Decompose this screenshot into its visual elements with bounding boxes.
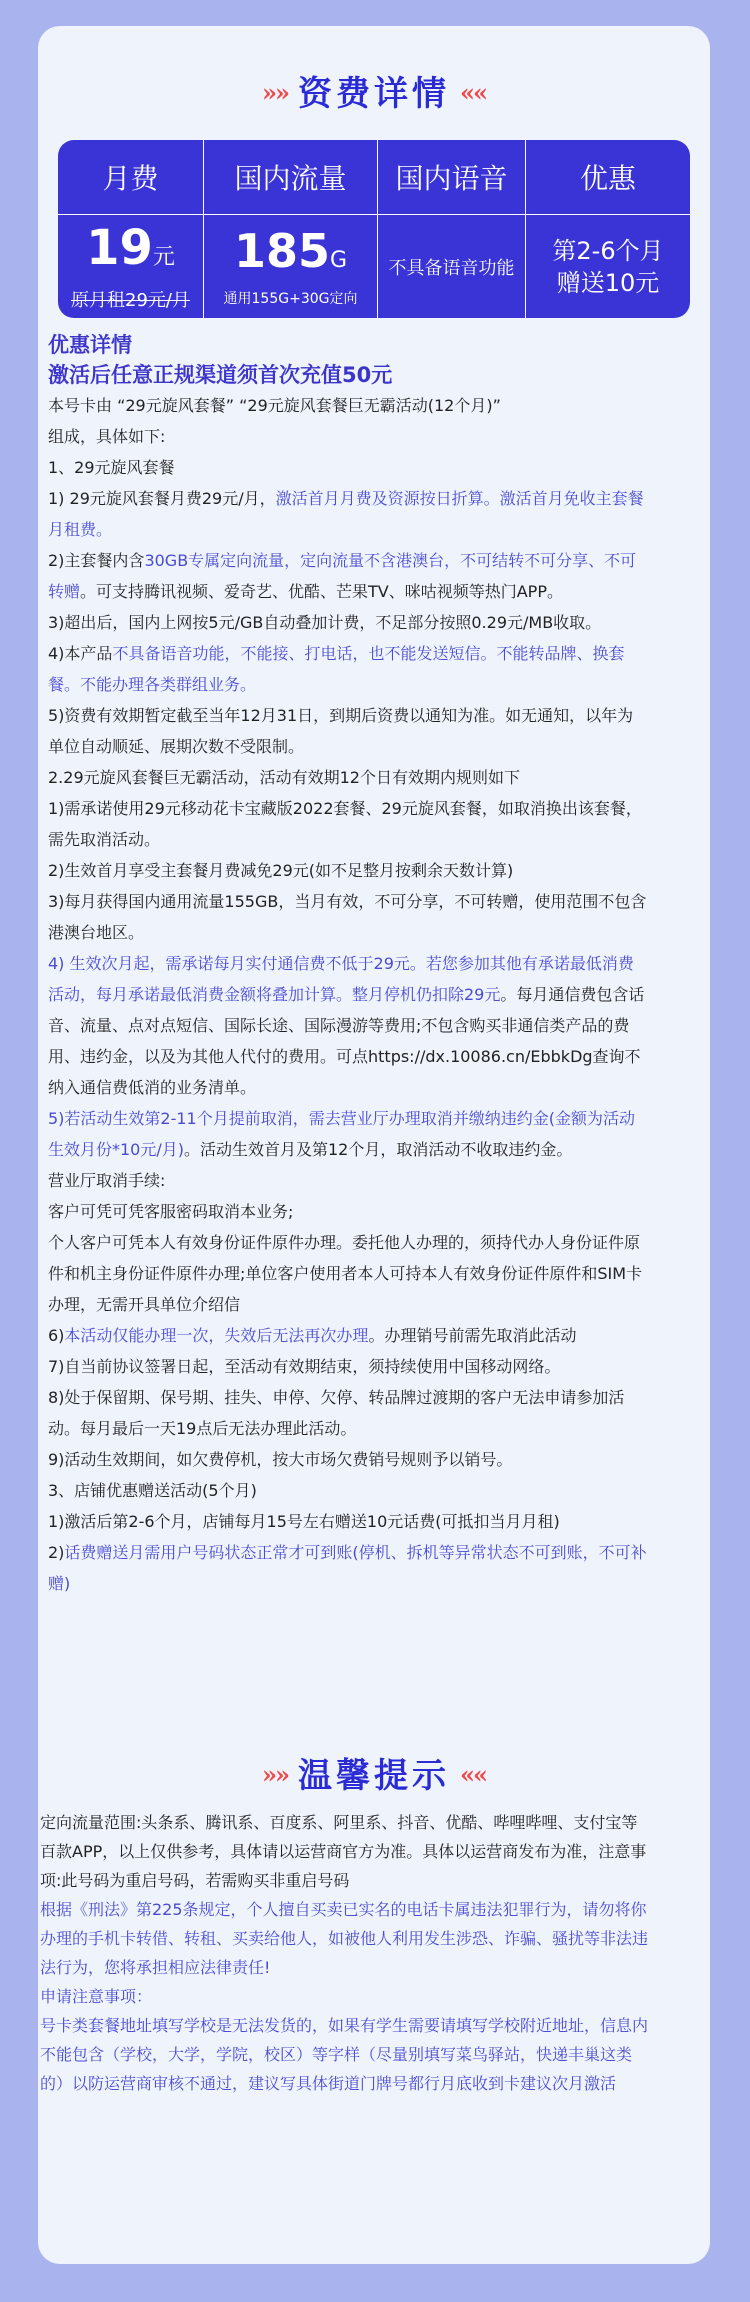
paragraph <box>48 421 648 452</box>
paragraph <box>48 1351 648 1382</box>
highlighted-text: 话费赠送月需用户号码状态正常才可到账(停机、拆机等异常状态不可到账，不可补赠) <box>48 1543 647 1593</box>
body-text: 9)活动生效期间，如欠费停机，按大市场欠费销号规则予以销号。 <box>48 1450 513 1469</box>
paragraph <box>40 1982 650 2011</box>
paragraph <box>40 1808 650 1895</box>
paragraph <box>48 638 648 700</box>
highlighted-text: 不具备语音功能，不能接、打电话，也不能发送短信。不能转品牌、换套餐。不能办理各类群组业务。 <box>48 644 625 694</box>
highlighted-text: 30GB专属定向流量，定向流量不含港澳台，不可结转不可分享、不可转赠 <box>48 551 637 601</box>
tariff-title: 资费详情 <box>298 74 450 114</box>
body-text: 3)超出后，国内上网按5元/GB自动叠加计费，不足部分按照0.29元/MB收取。 <box>48 613 602 632</box>
paragraph <box>48 1165 648 1196</box>
body-text: 8)处于保留期、保号期、挂失、申停、欠停、转品牌过渡期的客户无法申请参加活动。每月最后一天19点后无法办理此活动。 <box>48 1388 625 1438</box>
paragraph <box>48 793 648 855</box>
data-detail: 通用155G+30G定向 <box>223 291 358 307</box>
body-text: 。活动生效首月及第12个月，取消活动不收取违约金。 <box>184 1140 573 1159</box>
paragraph <box>48 1227 648 1320</box>
paragraph <box>48 1103 648 1165</box>
monthly-fee-amount: 19 <box>86 220 153 276</box>
body-text: 5)资费有效期暂定截至当年12月31日，到期后资费以通知为准。如无通知，以年为单位自动顺延、展期次数不受限制。 <box>48 706 634 756</box>
data-unit: G <box>329 248 348 273</box>
header-domestic-data: 国内流量 <box>204 140 378 214</box>
body-text: 本号卡由 “29元旋风套餐” “29元旋风套餐巨无霸活动(12个月)” <box>48 396 501 415</box>
paragraph <box>48 1196 648 1227</box>
body-text: 客户可凭可凭客服密码取消本业务; <box>48 1202 294 1221</box>
paragraph <box>40 2011 650 2098</box>
header-discount: 优惠 <box>579 162 636 195</box>
tips-item-list <box>40 1808 650 2098</box>
body-text: 7)自当前协议签署日起，至活动有效期结束，须持续使用中国移动网络。 <box>48 1357 561 1376</box>
body-text: 。每月通信费包含话音、流量、点对点短信、国际长途、国际漫游等费用;不包含购买非通信类产品的费用、违约金，以及为其他人代付的费用。可点https://dx.10086.cn/EbbkDg查询不纳入通信费低消的业务清单。 <box>48 985 645 1097</box>
body-text: 。可支持腾讯视频、爱奇艺、优酷、芒果TV、咪咕视频等热门APP。 <box>80 582 563 601</box>
paragraph <box>48 1537 648 1599</box>
body-text: 定向流量范围:头条系、腾讯系、百度系、阿里系、抖音、优酷、哔哩哔哩、支付宝等百款APP，以上仅供参考，具体请以运营商官方为准。具体以运营商发布为准，注意事项:此号码为重启号码，若需购买非重启号码 <box>40 1813 647 1890</box>
double-chevron-right-icon: »» <box>262 78 288 107</box>
paragraph <box>48 855 648 886</box>
highlighted-text: 5)若活动生效第2-11个月提前取消，需去营业厅办理取消并缴纳违约金(金额为活动生效月份*10元/月) <box>48 1109 635 1159</box>
highlighted-text: 申请注意事项： <box>40 1987 153 2006</box>
body-text: 2.29元旋风套餐巨无霸活动，活动有效期12个日有效期内规则如下 <box>48 768 520 787</box>
paragraph <box>48 948 648 1103</box>
paragraph <box>48 1475 648 1506</box>
discount-line-2: 赠送10元 <box>556 269 660 297</box>
discount-line-1: 第2-6个月 <box>552 237 664 265</box>
body-text: 营业厅取消手续: <box>48 1171 166 1190</box>
voice-cell <box>378 215 526 318</box>
monthly-fee-unit: 元 <box>152 245 175 270</box>
body-text: 组成，具体如下: <box>48 427 166 446</box>
offer-subtitle: 激活后任意正规渠道须首次充值50元 <box>48 363 393 387</box>
body-text: 。办理销号前需先取消此活动 <box>368 1326 577 1345</box>
paragraph <box>40 1895 650 1982</box>
body-text: 1)激活后第2-6个月，店铺每月15号左右赠送10元话费(可抵扣当月月租) <box>48 1512 560 1531</box>
paragraph <box>48 390 648 421</box>
body-text: 2) <box>48 1543 65 1562</box>
tariff-table-header <box>58 140 690 214</box>
body-text: 个人客户可凭本人有效身份证件原件办理。委托他人办理的，须持代办人身份证件原件和机主身份证件原件办理;单位客户使用者本人可持本人有效身份证件原件和SIM卡办理，无需开具单位介绍信 <box>48 1233 643 1314</box>
body-text: 1)需承诺使用29元移动花卡宝藏版2022套餐、29元旋风套餐，如取消换出该套餐，需先取消活动。 <box>48 799 642 849</box>
header-domestic-voice: 国内语音 <box>378 140 526 214</box>
data-amount: 185 <box>233 224 330 278</box>
body-text: 6) <box>48 1326 65 1345</box>
tips-title: 温馨提示 <box>298 1756 450 1796</box>
monthly-fee-price <box>86 222 175 284</box>
highlighted-text: 根据《刑法》第225条规定，个人擅自买卖已实名的电话卡属违法犯罪行为，请勿将你办理的手机卡转借、转租、买卖给他人，如被他人利用发生涉恐、诈骗、骚扰等非法违法行为，您将承担相应法律责任! <box>40 1900 649 1977</box>
tips-section-title <box>38 1748 710 1797</box>
body-text: 2)主套餐内含 <box>48 551 145 570</box>
body-text: 3)每月获得国内通用流量155GB，当月有效，不可分享，不可转赠，使用范围不包含港澳台地区。 <box>48 892 647 942</box>
offer-item-list <box>48 390 648 1599</box>
double-chevron-left-icon: «« <box>460 1760 486 1789</box>
paragraph <box>48 1320 648 1351</box>
body-text: 1、29元旋风套餐 <box>48 458 175 477</box>
highlighted-text: 4) 生效次月起，需承诺每月实付通信费不低于29元。若您参加其他有承诺最低消费活动，每月承诺最低消费金额将叠加计算。整月停机仍扣除29元 <box>48 954 634 1004</box>
offer-details <box>48 330 648 1599</box>
voice-value: 不具备语音功能 <box>388 258 515 279</box>
paragraph <box>48 700 648 762</box>
highlighted-text: 本活动仅能办理一次，失效后无法再次办理 <box>64 1326 369 1345</box>
tariff-table-row <box>58 214 690 318</box>
highlighted-text: 号卡类套餐地址填写学校是无法发货的，如果有学生需要请填写学校附近地址，信息内不能包含（学校，大学，学院，校区）等字样（尽量别填写菜鸟驿站，快递丰巢这类的）以防运营商审核不通过，建议写具体街道门牌号都行月底收到卡建议次月激活 <box>40 2016 649 2093</box>
original-price: 原月租29元/月 <box>71 290 190 311</box>
paragraph <box>48 1506 648 1537</box>
offer-title: 优惠详情 <box>48 333 132 357</box>
tips-body <box>40 1808 650 2098</box>
paragraph <box>48 886 648 948</box>
body-text: 3、店铺优惠赠送活动(5个月) <box>48 1481 257 1500</box>
paragraph <box>48 452 648 483</box>
paragraph <box>48 545 648 607</box>
tariff-section-title <box>38 66 710 115</box>
data-amount-group <box>234 226 347 286</box>
paragraph <box>48 607 648 638</box>
double-chevron-left-icon: «« <box>460 78 486 107</box>
paragraph <box>48 1382 648 1444</box>
highlighted-text: 激活首月月费及资源按日折算。激活首月免收主套餐月租费。 <box>48 489 644 539</box>
body-text: 4)本产品 <box>48 644 113 663</box>
monthly-fee-cell <box>58 215 204 318</box>
body-text: 1) 29元旋风套餐月费29元/月， <box>48 489 276 508</box>
data-cell <box>204 215 378 318</box>
paragraph <box>48 762 648 793</box>
double-chevron-right-icon: »» <box>262 1760 288 1789</box>
discount-cell <box>526 215 690 318</box>
paragraph <box>48 1444 648 1475</box>
body-text: 2)生效首月享受主套餐月费减免29元(如不足整月按剩余天数计算) <box>48 861 514 880</box>
tariff-table <box>58 140 690 318</box>
header-monthly-fee: 月费 <box>58 140 204 214</box>
paragraph <box>48 483 648 545</box>
